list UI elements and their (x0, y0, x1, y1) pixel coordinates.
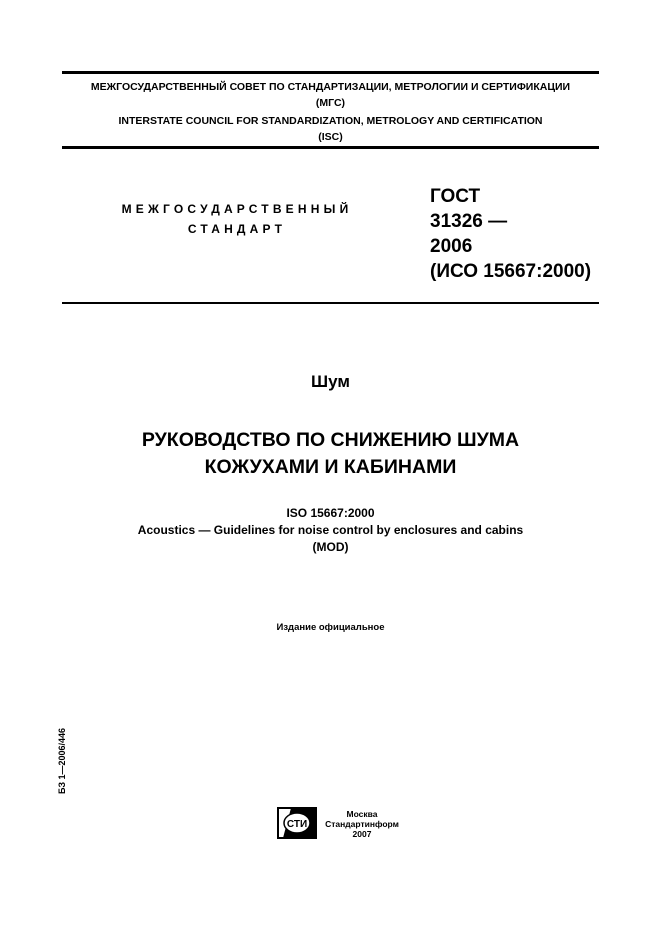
title-line2: КОЖУХАМИ И КАБИНАМИ (204, 456, 457, 478)
title-line1: РУКОВОДСТВО ПО СНИЖЕНИЮ ШУМА (141, 429, 520, 451)
iso-name: Acoustics — Guidelines for noise control by enclosures and cabins (137, 523, 524, 537)
gost-year: 2006 (430, 236, 473, 257)
standard-label-line2: СТАНДАРТ (187, 222, 287, 236)
iso-mod: (MOD) (312, 540, 349, 554)
publisher-city: Москва (346, 809, 378, 819)
council-ru-name: МЕЖГОСУДАРСТВЕННЫЙ СОВЕТ ПО СТАНДАРТИЗАЦИИ, МЕТРОЛОГИИ И СЕРТИФИКАЦИИ (90, 81, 571, 93)
side-catalog-code: БЗ 1—2006/446 (57, 727, 67, 794)
document-title (62, 427, 599, 481)
gost-label: ГОСТ (430, 186, 481, 207)
gost-designation (430, 184, 591, 284)
council-header (62, 79, 599, 145)
council-en-name: INTERSTATE COUNCIL FOR STANDARDIZATION, METROLOGY AND CERTIFICATION (118, 115, 543, 127)
standard-label-line1: МЕЖГОСУДАРСТВЕННЫЙ (121, 202, 353, 216)
iso-reference-block (62, 505, 599, 556)
iso-code: ISO 15667:2000 (286, 506, 375, 520)
publisher-block (322, 809, 402, 839)
publisher-name: Стандартинформ (325, 819, 399, 829)
publisher-year: 2007 (352, 829, 372, 839)
council-bottom-rule (62, 146, 599, 149)
interstate-standard-label (92, 199, 382, 239)
official-edition-note: Издание официальное (276, 622, 385, 633)
top-rule (62, 71, 599, 74)
gost-iso-ref: (ИСО 15667:2000) (430, 261, 592, 282)
council-ru-abbr: (МГС) (315, 97, 346, 109)
gost-number: 31326 — (430, 211, 508, 232)
standartinform-logo-icon (277, 807, 317, 839)
council-en-abbr: (ISC) (318, 131, 343, 143)
logo-text: СТИ (286, 819, 308, 830)
designation-bottom-rule (62, 302, 599, 304)
subject-heading: Шум (311, 372, 350, 391)
